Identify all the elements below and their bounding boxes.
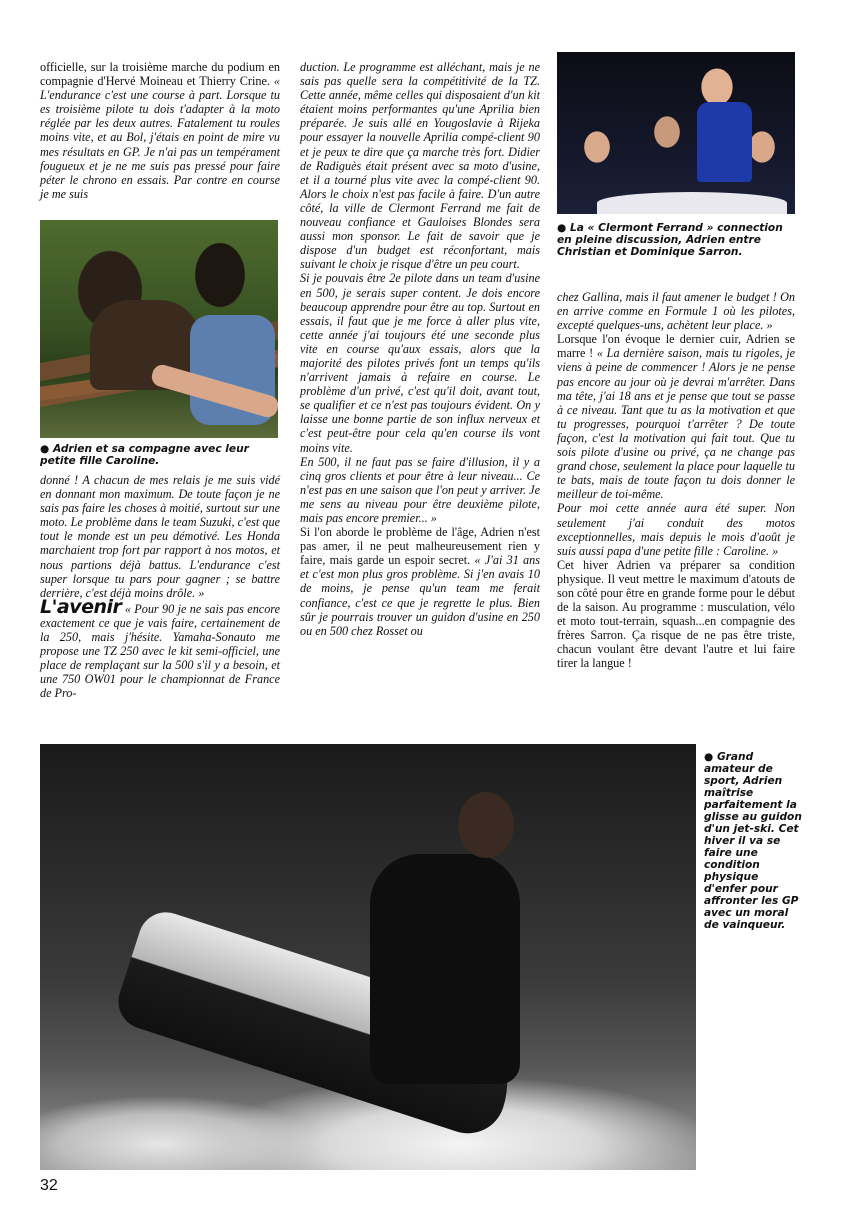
body-text: Cet hiver Adrien va préparer sa condition physique. Il veut mettre le maximum d'atouts de son côté pour être en grande forme pour le début de la saison. Au programme : musculation, vélo et moto tout-terrain, squash...en compagnie des frères Sarron. Ça risque de ne pas être triste, chacun voulant être devant l'autre et lui faire tirer la langue !	[557, 557, 795, 671]
quote-text: « Pour 90 je ne sais pas encore exactement ce que je vais faire, certainement de la 250, mais j'hésite. Yamaha-Sonauto me propose une TZ 250 avec le kit semi-officiel, une place de remplaçant sur la 500 s'il y a besoin, et une 750 OW01 pour le championnat de France de Pro-	[40, 601, 280, 701]
caption-couple	[40, 443, 280, 467]
column-3	[557, 290, 795, 671]
photo-meeting-discussion	[557, 52, 795, 214]
photo-rider-body	[370, 854, 520, 1084]
column-1-bottom	[40, 473, 280, 701]
bullet-icon: ●	[40, 443, 50, 455]
paragraph	[557, 290, 795, 332]
caption-meeting	[557, 222, 795, 258]
bullet-icon: ●	[704, 751, 714, 763]
body-text: Lorsque l'on évoque le dernier cuir, Adrien se marre !	[557, 332, 795, 361]
page-number: 32	[40, 1177, 58, 1194]
caption-jetski-text: Grand amateur de sport, Adrien maîtrise parfaitement la glisse au guidon d'un jet-ski. Cet hiver il va se faire une condition physique d'enfer pour affronter les GP avec un moral de vainqueur.	[704, 751, 802, 931]
photo-standing-man	[697, 102, 752, 182]
quote-text: chez Gallina, mais il faut amener le budget ! On en arrive comme en Formule 1 où les pilotes, excepté quelques-uns, achètent leur place. »	[557, 290, 795, 333]
section-subhead: L'avenir	[40, 595, 122, 618]
quote-text: En 500, il ne faut pas se faire d'illusion, il y a cinq gros clients et pour être à leur niveau... Ce n'est pas en une saison que l'on peut y arriver. Je me sens au niveau pour être deuxième pilote, mais pas encore premier... »	[300, 454, 540, 525]
quote-text: duction. Le programme est alléchant, mais je ne sais pas quelle sera la compétitivité de la TZ. Cette année, même celles qui disposaient d'un kit étaient moins performantes qu'une Aprilia bien préparée. Je suis allé en Yougoslavie à Rijeka pour essayer la nouvelle Aprilia compé-client 90 et je peux te dire que ça marche très fort. Didier de Radiguès était présent avec sa moto d'usine, et il a tourné plus vite avec la compé-client 90. Alors le choix n'est pas facile à faire. D'un autre côté, la ville de Clermont Ferrand me fait de nouveau confiance et Gauloises Blondes sera aussi mon sponsor. Le fait de savoir que je dispose d'un budget est réconfortant, mais suivant le choix je risque d'être un peu court.	[300, 60, 540, 272]
paragraph	[300, 525, 540, 638]
quote-text: « J'ai 31 ans et c'est mon plus gros problème. Si j'en avais 10 de moins, je pense qu'un team me ferait confiance, c'est ce que je regrette le plus. Bien sûr je pourrais trouver un guidon d'usine en 250 ou en 500 chez Rosset ou	[300, 553, 540, 638]
quote-text: « La dernière saison, mais tu rigoles, je viens à peine de commencer ! Alors je ne pense pas encore au jour où je devrai m'arrêter. Dans ma tête, j'ai 18 ans et je pense que tout se passe à ce niveau. Tant que tu as la motivation et que tu progresses, pourquoi t'arrêter ? De toute façon, c'est la motivation qui fait tout. Que tu sois pilote d'usine ou privé, ça ne change pas grand chose, seulement la place pour laquelle tu te bats, mais de toute façon tu dois donner le meilleur de toi-même.	[557, 346, 796, 502]
column-2	[300, 60, 540, 638]
photo-couple-with-daughter	[40, 220, 278, 438]
quote-text: donné ! A chacun de mes relais je me suis vidé en donnant mon maximum. De toute façon je ne sais pas faire les choses à moitié, surtout sur une moto. Le problème dans le team Suzuki, c'est que tout le monde est un peu démotivé. Les Honda marchaient trop fort par rapport à nos motos, et nous partions déjà battus. L'endurance c'est super lorsque tu pars pour gagner ; se battre derrière, c'est déjà moins drôle. »	[40, 473, 280, 600]
caption-meeting-text: La « Clermont Ferrand » connection en pleine discussion, Adrien entre Christian et Dominique Sarron.	[557, 222, 783, 258]
body-text: Si l'on aborde le problème de l'âge, Adrien n'est pas amer, il ne peut malheureusement rien y faire, mais garde un espoir secret.	[300, 525, 540, 568]
paragraph	[557, 501, 795, 557]
quote-text: « L'endurance c'est une course à part. Lorsque tu es troisième pilote tu dois t'adapter à la moto réglée par les deux autres. Fatalement tu roules moins vite, et au Bol, j'étais en point de mire vu mes résultats en GP. Je n'ai pas un tempérament fougueux et je ne me suis pas pressé pour faire péter le chrono en essais. Par contre en course je me suis	[40, 74, 280, 201]
photo-jetski-rider	[40, 744, 696, 1170]
bullet-icon: ●	[557, 222, 567, 234]
column-1-top	[40, 60, 280, 201]
photo-table	[597, 192, 787, 214]
paragraph	[300, 455, 540, 525]
quote-text: Si je pouvais être 2e pilote dans un team d'usine en 500, je serais super content. Je dois encore beaucoup apprendre pour être au top. Surtout en essais, il faut que je me force à aller plus vite, cette année j'ai toujours été une seconde plus vite en course qu'aux essais, alors que la majorité des pilotes privés font un temps qu'ils n'arrivent jamais à refaire en course. Le problème d'un privé, c'est qu'il doit, avant tout, se qualifier et ce n'est pas toujours évident. On y laisse une bonne partie de son influx nerveux et c'est peut-être pour cela qu'en course ils vont moins vite.	[300, 271, 540, 455]
photo-rider-head	[458, 792, 514, 858]
paragraph	[557, 558, 795, 671]
caption-jetski	[704, 751, 804, 931]
paragraph	[300, 271, 540, 454]
quote-text: Pour moi cette année aura été super. Non seulement j'ai conduit des motos exceptionnelles, mais depuis le mois d'août je suis aussi papa d'une petite fille : Caroline. »	[557, 501, 795, 558]
paragraph	[300, 60, 540, 271]
paragraph	[40, 473, 280, 600]
caption-couple-text: Adrien et sa compagne avec leur petite fille Caroline.	[40, 443, 249, 467]
paragraph	[557, 332, 795, 501]
paragraph	[40, 60, 280, 201]
body-text: officielle, sur la troisième marche du podium en compagnie d'Hervé Moineau et Thierry Crine.	[40, 60, 280, 89]
paragraph	[40, 595, 280, 701]
